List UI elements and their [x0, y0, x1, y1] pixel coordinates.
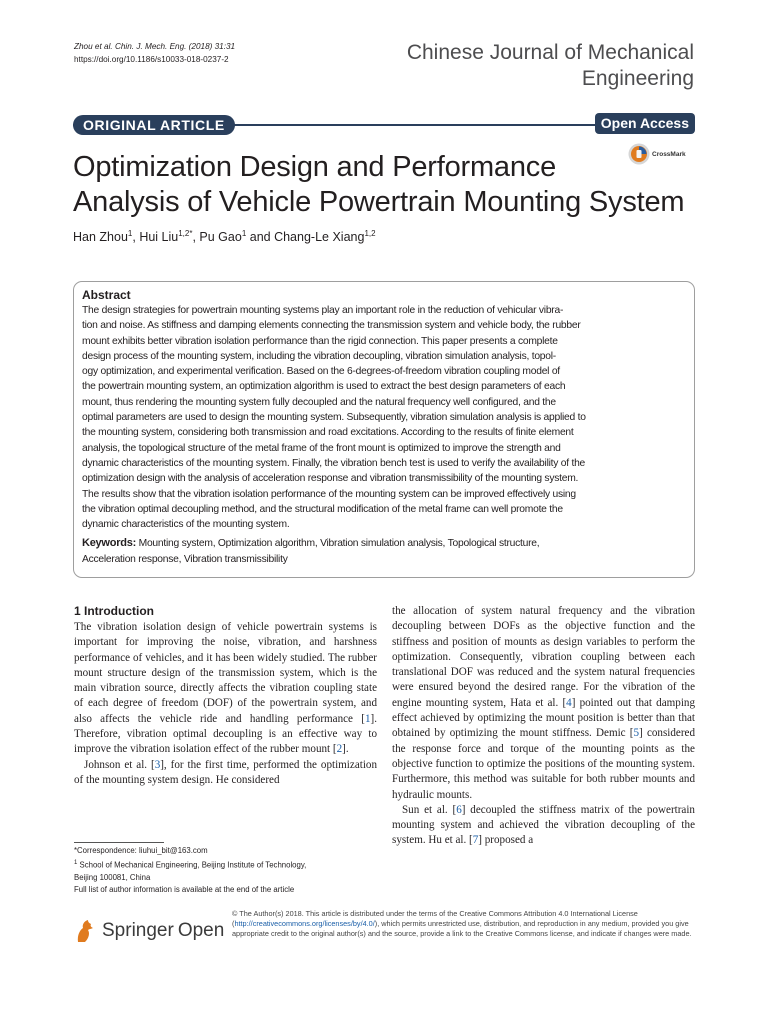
affiliation-note — [74, 857, 374, 872]
paragraph-text: Sun et al. [ — [402, 803, 457, 816]
affiliation-marker: 1 — [127, 229, 133, 238]
author-name[interactable]: Han Zhou — [73, 230, 128, 245]
doi-link[interactable]: https://doi.org/10.1186/s10033-018-0237-2 — [74, 55, 229, 64]
abstract-line: tion and noise. As stiffness and damping elements connecting the transmission system and vehicle body, the rubber — [82, 320, 581, 332]
keywords-text: Mounting system, Optimization algorithm, Vibration simulation analysis, Topological structure, — [136, 538, 540, 550]
section-heading: 1 Introduction — [74, 604, 154, 618]
citation-link[interactable]: 1 — [364, 712, 371, 725]
paragraph-text: Johnson et al. [ — [84, 758, 155, 771]
citation-block — [74, 40, 235, 66]
left-column — [74, 620, 377, 788]
abstract-line: the powertrain mounting system, an optimization algorithm is used to extract the best design parameters of each — [82, 381, 566, 393]
journal-name-line1: Chinese Journal of Mechanical — [406, 41, 694, 64]
abstract-line: The results show that the vibration isolation performance of the mounting system can be improved effectively using — [82, 488, 576, 500]
keywords-label: Keywords: — [82, 537, 136, 550]
abstract-line: dynamic characteristics of the mounting system. Finally, the vibration bench test is used to verify the availability of the — [82, 457, 586, 469]
right-column — [392, 604, 695, 849]
paragraph — [392, 604, 695, 803]
license-body: ), which permits unrestricted use, distribution, and reproduction in any medium, provided you give appropriate credit to the original author(s) and the source, provide a link to the Creative Commons license, and indicate if changes were made. — [232, 918, 692, 938]
author-name[interactable]: Hui Liu — [139, 230, 179, 245]
license-text — [232, 909, 697, 938]
affiliation-marker: 1,2* — [178, 229, 193, 238]
paragraph-text: ] pointed out that damping effect achieved by optimizing the mount position is better than that obtained by optimizing the mount stiffness. Demic [ — [392, 696, 695, 740]
paragraph-text: ]. — [342, 743, 349, 756]
paragraph-text: ]. Therefore, vibration optimal decoupling is an effective way to improve the vibration isolation effect of the rubber mount [ — [74, 712, 377, 756]
citation-link[interactable]: 5 — [633, 727, 640, 740]
publisher-name-open: Open — [177, 920, 225, 941]
paragraph-text: ] considered the response force and torque of the mounting points as the objective function to optimize the positions of the mounting system. Furthermore, this method was suitable for both rubber mounts and hydraulic mounts. — [392, 727, 695, 801]
license-body: © The Author(s) 2018. This article is distributed under the terms of the Creative Commons Attribution 4.0 International License ( — [232, 909, 638, 928]
keywords-text: Acceleration response, Vibration transmissibility — [82, 553, 288, 565]
citation-link[interactable]: 6 — [456, 803, 462, 816]
author-name[interactable]: Chang-Le Xiang — [274, 230, 365, 245]
springer-open-logo — [74, 918, 224, 944]
abstract-line: mount exhibits better vibration isolation performance than the rigid connection. This paper presents a complete — [82, 335, 558, 347]
abstract-text — [82, 303, 686, 532]
affiliation-text: Beijing 100081, China — [74, 873, 151, 883]
paragraph — [392, 803, 695, 849]
affiliation-text: School of Mechanical Engineering, Beijing Institute of Technology, — [77, 860, 307, 870]
footnote-divider — [74, 842, 164, 843]
abstract-box — [73, 281, 695, 578]
author-list — [73, 229, 376, 244]
journal-name — [407, 40, 694, 92]
article-title — [73, 150, 703, 220]
abstract-heading: Abstract — [82, 288, 131, 302]
license-link[interactable]: http://creativecommons.org/licenses/by/4.0/ — [234, 918, 375, 928]
author-separator: , — [132, 230, 140, 245]
abstract-line: analysis, the topological structure of the metal frame of the front mount is optimized to improve the strength and — [82, 442, 561, 454]
paragraph — [74, 758, 377, 789]
paragraph-text: ] decoupled the stiffness matrix of the powertrain mounting system and achieved the vibration decoupling of the system. Hu et al. [ — [392, 803, 695, 847]
citation-link[interactable]: 3 — [154, 758, 161, 771]
keywords — [82, 536, 686, 567]
abstract-line: design process of the mounting system, including the vibration decoupling, vibration simulation analysis, topol- — [82, 350, 556, 362]
crossmark-label: CrossMark — [652, 150, 686, 158]
abstract-line: the vibration optimal decoupling method, and the structural modification of the metal frame can well promote the — [82, 503, 563, 515]
springer-horse-icon — [74, 918, 96, 944]
abstract-line: ogy optimization, and experimental verification. Based on the 6-degrees-of-freedom vibration coupling model of — [82, 366, 560, 378]
affiliation-marker: 1 — [74, 860, 78, 867]
footnotes — [74, 845, 374, 897]
author-name[interactable]: Pu Gao — [199, 230, 242, 245]
citation-link[interactable]: 4 — [566, 696, 572, 709]
open-access-badge: Open Access — [595, 113, 695, 134]
author-separator: and — [246, 230, 275, 245]
citation-link[interactable]: 7 — [472, 834, 479, 847]
paragraph-text: the allocation of system natural frequency and the vibration decoupling between DOFs as the objective function and the stiffness and position of mounts as design variables to perform the optimization. Consequently, vibration coupling between each translational DOF was reduced and the system natural frequencies were ensured beyond the desired range. For the vibration of the engine mounting system, Hata et al. [ — [392, 605, 695, 709]
affiliation-marker: 1,2 — [364, 229, 376, 238]
paragraph-text: ], for the first time, performed the optimization of the mounting system design. He considered — [74, 758, 377, 786]
paragraph-text: ] proposed a — [478, 834, 534, 847]
abstract-line: The design strategies for powertrain mounting systems play an important role in the reduction of vehicular vibra- — [82, 305, 564, 316]
citation-link[interactable]: 2 — [336, 743, 343, 756]
author-separator: , — [192, 230, 200, 245]
title-line: Optimization Design and Performance — [73, 151, 557, 183]
affiliation-marker: 1 — [241, 229, 247, 238]
title-line: Analysis of Vehicle Powertrain Mounting System — [73, 186, 685, 218]
paragraph — [74, 620, 377, 758]
abstract-line: optimal parameters are used to design the mounting system. Subsequently, vibration simulation analysis is applied to — [82, 412, 586, 424]
journal-name-line2: Engineering — [581, 67, 694, 90]
paragraph-text: The vibration isolation design of vehicle powertrain systems is important for improving the noise, vibration, and harshness performance of vehicles, and it has been widely studied. The rubber mount structure design of the transmission system, which is the main vibration source, directly affects the vibration coupling state of each degree of freedom (DOF) of the powertrain system, and also affects the vehicle ride and handling performance [ — [74, 621, 377, 725]
abstract-line: the mounting system, considering both transmission and road excitations. According to the results of finite element — [82, 427, 574, 439]
article-type-bar — [73, 115, 695, 135]
citation-line: Zhou et al. Chin. J. Mech. Eng. (2018) 31:31 — [74, 42, 236, 51]
author-info-note: Full list of author information is available at the end of the article — [74, 885, 295, 895]
abstract-line: dynamic characteristics of the mounting system. — [82, 519, 290, 531]
correspondence-note: *Correspondence: liuhui_bit@163.com — [74, 846, 208, 855]
article-type-badge: ORIGINAL ARTICLE — [73, 115, 235, 135]
publisher-name: Springer — [102, 920, 174, 941]
abstract-line: optimization design with the analysis of acceleration response and vibration transmissibility of the mounting system. — [82, 473, 579, 485]
abstract-line: mount, thus rendering the mounting system fully decoupled and the natural frequency well configured, and the — [82, 396, 556, 408]
